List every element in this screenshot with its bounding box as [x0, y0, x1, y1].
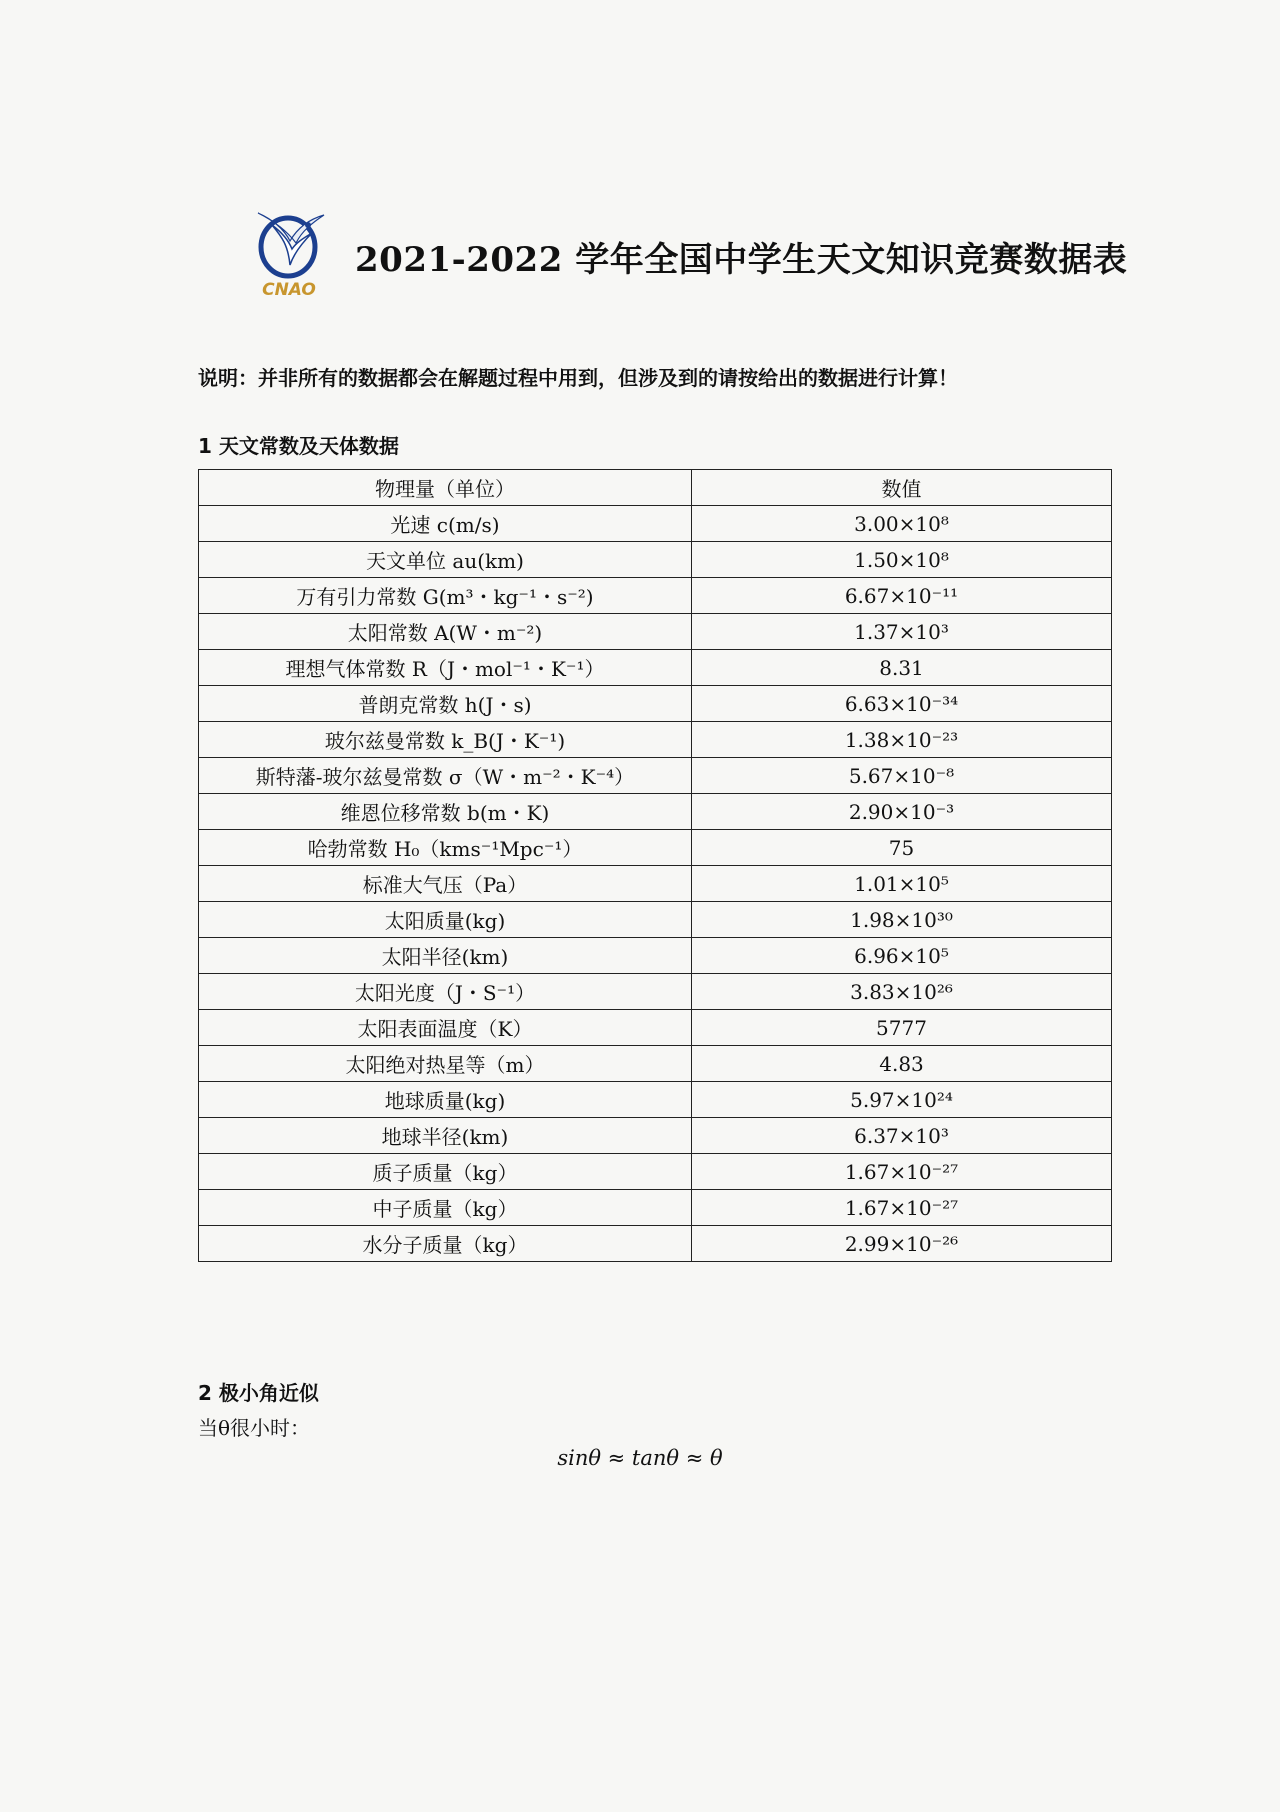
table-row [199, 1082, 1112, 1118]
cnao-logo [250, 205, 328, 297]
value-cell: 6.67×10⁻¹¹ [692, 578, 1112, 614]
quantity-cell: 太阳常数 A(W・m⁻²) [199, 614, 692, 650]
table-row [199, 1226, 1112, 1262]
quantity-cell: 普朗克常数 h(J・s) [199, 686, 692, 722]
table-row [199, 542, 1112, 578]
quantity-cell: 太阳质量(kg) [199, 902, 692, 938]
quantity-cell: 玻尔兹曼常数 k_B(J・K⁻¹) [199, 722, 692, 758]
value-cell: 2.99×10⁻²⁶ [692, 1226, 1112, 1262]
value-cell: 1.01×10⁵ [692, 866, 1112, 902]
quantity-cell: 地球质量(kg) [199, 1082, 692, 1118]
value-cell: 6.37×10³ [692, 1118, 1112, 1154]
quantity-cell: 标准大气压（Pa） [199, 866, 692, 902]
small-angle-formula: sinθ ≈ tanθ ≈ θ [557, 1446, 723, 1470]
value-cell: 1.37×10³ [692, 614, 1112, 650]
constants-table [198, 469, 1112, 1262]
table-header-row [199, 470, 1112, 506]
table-row [199, 650, 1112, 686]
value-cell: 3.83×10²⁶ [692, 974, 1112, 1010]
quantity-cell: 斯特藩-玻尔兹曼常数 σ（W・m⁻²・K⁻⁴） [199, 758, 692, 794]
section-2-heading: 2 极小角近似 [198, 1381, 319, 1405]
column-header-value: 数值 [692, 470, 1112, 506]
table-row [199, 1190, 1112, 1226]
value-cell: 1.67×10⁻²⁷ [692, 1190, 1112, 1226]
value-cell: 5777 [692, 1010, 1112, 1046]
value-cell: 1.50×10⁸ [692, 542, 1112, 578]
quantity-cell: 太阳绝对热星等（m） [199, 1046, 692, 1082]
value-cell: 1.98×10³⁰ [692, 902, 1112, 938]
quantity-cell: 质子质量（kg） [199, 1154, 692, 1190]
quantity-cell: 理想气体常数 R（J・mol⁻¹・K⁻¹） [199, 650, 692, 686]
quantity-cell: 水分子质量（kg） [199, 1226, 692, 1262]
column-header-quantity: 物理量（单位） [199, 470, 692, 506]
table-row [199, 758, 1112, 794]
value-cell: 75 [692, 830, 1112, 866]
table-row [199, 506, 1112, 542]
value-cell: 8.31 [692, 650, 1112, 686]
quantity-cell: 天文单位 au(km) [199, 542, 692, 578]
quantity-cell: 太阳光度（J・S⁻¹） [199, 974, 692, 1010]
svg-text:CNAO: CNAO [262, 280, 316, 297]
quantity-cell: 维恩位移常数 b(m・K) [199, 794, 692, 830]
table-row [199, 902, 1112, 938]
table-row [199, 1010, 1112, 1046]
quantity-cell: 哈勃常数 H₀（kms⁻¹Mpc⁻¹） [199, 830, 692, 866]
table-row [199, 794, 1112, 830]
value-cell: 5.97×10²⁴ [692, 1082, 1112, 1118]
document-title: 2021-2022 学年全国中学生天文知识竞赛数据表 [355, 240, 1128, 280]
table-row [199, 1118, 1112, 1154]
value-cell: 3.00×10⁸ [692, 506, 1112, 542]
table-row [199, 1046, 1112, 1082]
table-row [199, 722, 1112, 758]
value-cell: 6.63×10⁻³⁴ [692, 686, 1112, 722]
section-1-heading: 1 天文常数及天体数据 [198, 434, 399, 458]
value-cell: 2.90×10⁻³ [692, 794, 1112, 830]
instruction-note: 说明：并非所有的数据都会在解题过程中用到，但涉及到的请按给出的数据进行计算！ [198, 366, 958, 390]
value-cell: 6.96×10⁵ [692, 938, 1112, 974]
quantity-cell: 中子质量（kg） [199, 1190, 692, 1226]
quantity-cell: 太阳半径(km) [199, 938, 692, 974]
value-cell: 1.67×10⁻²⁷ [692, 1154, 1112, 1190]
table-row [199, 614, 1112, 650]
table-row [199, 578, 1112, 614]
table-row [199, 830, 1112, 866]
quantity-cell: 太阳表面温度（K） [199, 1010, 692, 1046]
quantity-cell: 万有引力常数 G(m³・kg⁻¹・s⁻²) [199, 578, 692, 614]
section-2-condition: 当θ很小时： [198, 1416, 311, 1440]
table-row [199, 938, 1112, 974]
value-cell: 5.67×10⁻⁸ [692, 758, 1112, 794]
table-row [199, 974, 1112, 1010]
value-cell: 1.38×10⁻²³ [692, 722, 1112, 758]
quantity-cell: 光速 c(m/s) [199, 506, 692, 542]
table-row [199, 866, 1112, 902]
table-row [199, 1154, 1112, 1190]
table-row [199, 686, 1112, 722]
quantity-cell: 地球半径(km) [199, 1118, 692, 1154]
value-cell: 4.83 [692, 1046, 1112, 1082]
